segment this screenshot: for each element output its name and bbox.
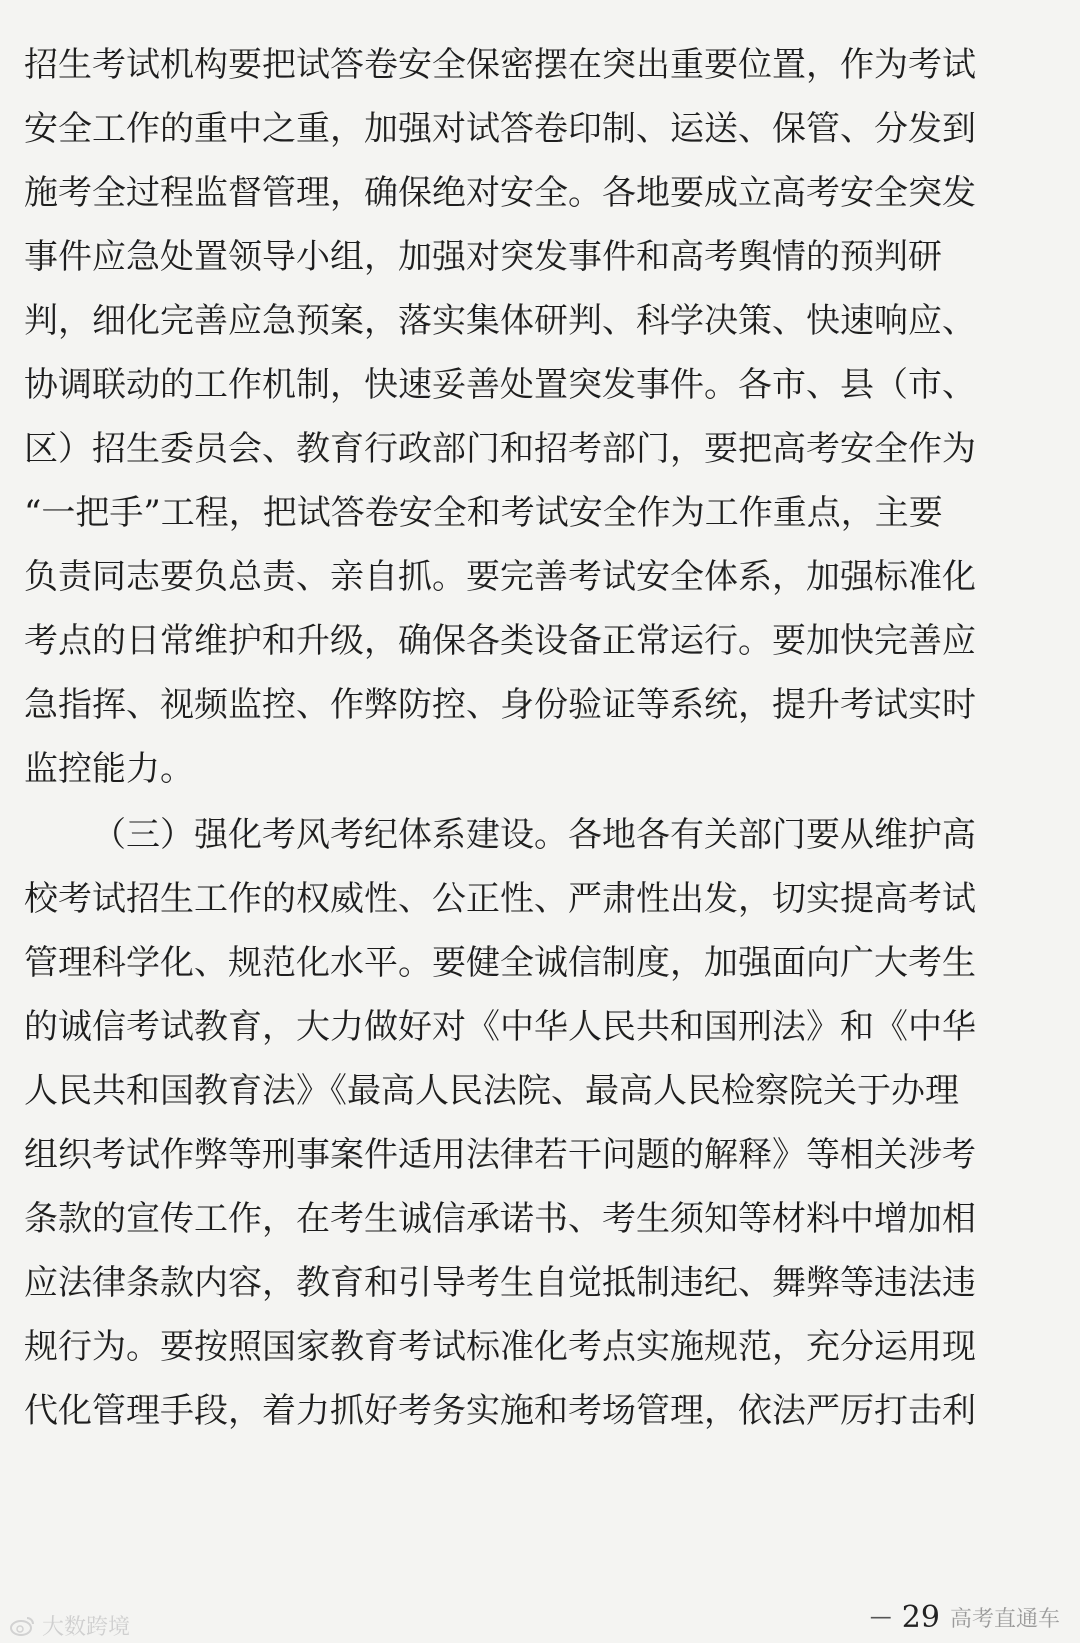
text-line: 事件应急处置领导小组，加强对突发事件和高考舆情的预判研: [24, 237, 942, 277]
weibo-logo-icon: [10, 1615, 36, 1637]
text-line: 急指挥、视频监控、作弊防控、身份验证等系统，提升考试实时: [24, 685, 976, 725]
section-heading-line: （三）强化考风考纪体系建设。各地各有关部门要从维护高: [92, 815, 976, 855]
watermark-left-text: 大数跨境: [42, 1615, 131, 1640]
text-line: 管理科学化、规范化水平。要健全诚信制度，加强面向广大考生: [24, 943, 976, 983]
text-line: 条款的宣传工作，在考生诚信承诺书、考生须知等材料中增加相: [24, 1199, 976, 1239]
watermark-right-text: 高考直通车: [949, 1607, 1060, 1632]
text-line: 校考试招生工作的权威性、公正性、严肃性出发，切实提高考试: [24, 879, 976, 919]
text-line: 安全工作的重中之重，加强对试答卷印制、运送、保管、分发到: [24, 109, 976, 149]
text-line: 招生考试机构要把试答卷安全保密摆在突出重要位置，作为考试: [24, 45, 976, 85]
text-line: 规行为。要按照国家教育考试标准化考点实施规范，充分运用现: [24, 1327, 976, 1367]
text-line: 负责同志要负总责、亲自抓。要完善考试安全体系，加强标准化: [24, 557, 976, 597]
text-line: 判，细化完善应急预案，落实集体研判、科学决策、快速响应、: [24, 301, 976, 341]
text-line: “一把手”工程，把试答卷安全和考试安全作为工作重点，主要: [24, 493, 943, 533]
text-line: 区）招生委员会、教育行政部门和招考部门，要把高考安全作为: [24, 429, 976, 469]
text-line: 应法律条款内容，教育和引导考生自觉抵制违纪、舞弊等违法违: [24, 1263, 976, 1303]
text-line: 考点的日常维护和升级，确保各类设备正常运行。要加快完善应: [24, 621, 976, 661]
footer-dash: —: [869, 1605, 892, 1630]
text-line: 代化管理手段，着力抓好考务实施和考场管理，依法严厉打击利: [24, 1391, 976, 1431]
text-line: 施考全过程监督管理，确保绝对安全。各地要成立高考安全突发: [24, 173, 976, 213]
text-line: 人民共和国教育法》《最高人民法院、最高人民检察院关于办理: [24, 1071, 959, 1111]
text-line: 的诚信考试教育，大力做好对《中华人民共和国刑法》和《中华: [24, 1007, 976, 1047]
watermark-left: [10, 1610, 130, 1641]
text-line: 协调联动的工作机制，快速妥善处置突发事件。各市、县（市、: [24, 365, 976, 405]
text-line: 组织考试作弊等刑事案件适用法律若干问题的解释》等相关涉考: [24, 1135, 976, 1175]
page-number: 29: [901, 1600, 940, 1635]
text-line: 监控能力。: [24, 749, 194, 789]
page-footer: [870, 1600, 1060, 1635]
